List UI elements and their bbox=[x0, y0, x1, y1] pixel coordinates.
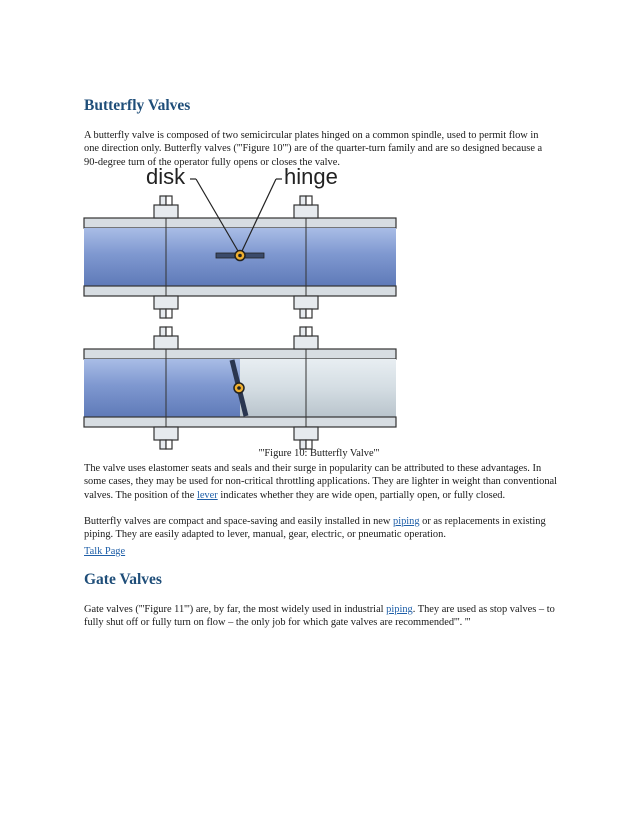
closed-valve-pipe bbox=[84, 327, 396, 449]
butterfly-intro-paragraph: A butterfly valve is composed of two semicircular plates hinged on a common spindle, used to permit flow in one direction only. Butterfly valves ('''Figure 10''') are of the quarter-turn family and are so designed because a 90-degree turn of the operator fully opens or closes the valve. bbox=[84, 130, 543, 168]
compact-text-end: or as replacements in existing piping. They are easily adapted to lever, manual, gear, electric, or pneumatic operation. bbox=[84, 516, 546, 541]
gate-intro-text: Gate valves ('''Figure 11''') are, by far, the most widely used in industrial bbox=[84, 604, 387, 615]
section-heading-gate-valves: Gate Valves bbox=[84, 571, 162, 588]
section-heading-butterfly-valves: Butterfly Valves bbox=[84, 97, 191, 114]
gate-intro-text-end: . They are used as stop valves – to fully shut off or fully turn on flow – the only job for which gate valves are recommended'''. ''' bbox=[84, 604, 555, 629]
compact-text: Butterfly valves are compact and space-saving and easily installed in new bbox=[84, 516, 394, 527]
figure-caption: '''Figure 10: Butterfly Valve''' bbox=[258, 448, 380, 459]
hinge-label: hinge bbox=[284, 164, 338, 189]
piping-link[interactable]: piping bbox=[393, 516, 420, 527]
butterfly-valve-figure bbox=[80, 163, 400, 453]
gate-valves-intro-paragraph bbox=[84, 603, 558, 630]
talk-page-link[interactable]: Talk Page bbox=[84, 546, 126, 557]
butterfly-advantages-paragraph bbox=[84, 462, 558, 502]
advantages-text: The valve uses elastomer seats and seals and their surge in popularity can be attributed to these advantages. In some cases, they may be used for non-critical throttling applications. They are lighter in weight than conventional valves. The position of the bbox=[84, 463, 558, 501]
gate-piping-link[interactable]: piping bbox=[386, 604, 413, 615]
lever-link[interactable]: lever bbox=[196, 489, 218, 501]
open-valve-pipe bbox=[84, 179, 396, 318]
disk-label: disk bbox=[146, 164, 186, 189]
butterfly-compact-paragraph bbox=[84, 515, 558, 542]
talk-page-line bbox=[84, 545, 125, 558]
advantages-text-end: indicates whether they are wide open, partially open, or fully closed. bbox=[217, 489, 506, 501]
